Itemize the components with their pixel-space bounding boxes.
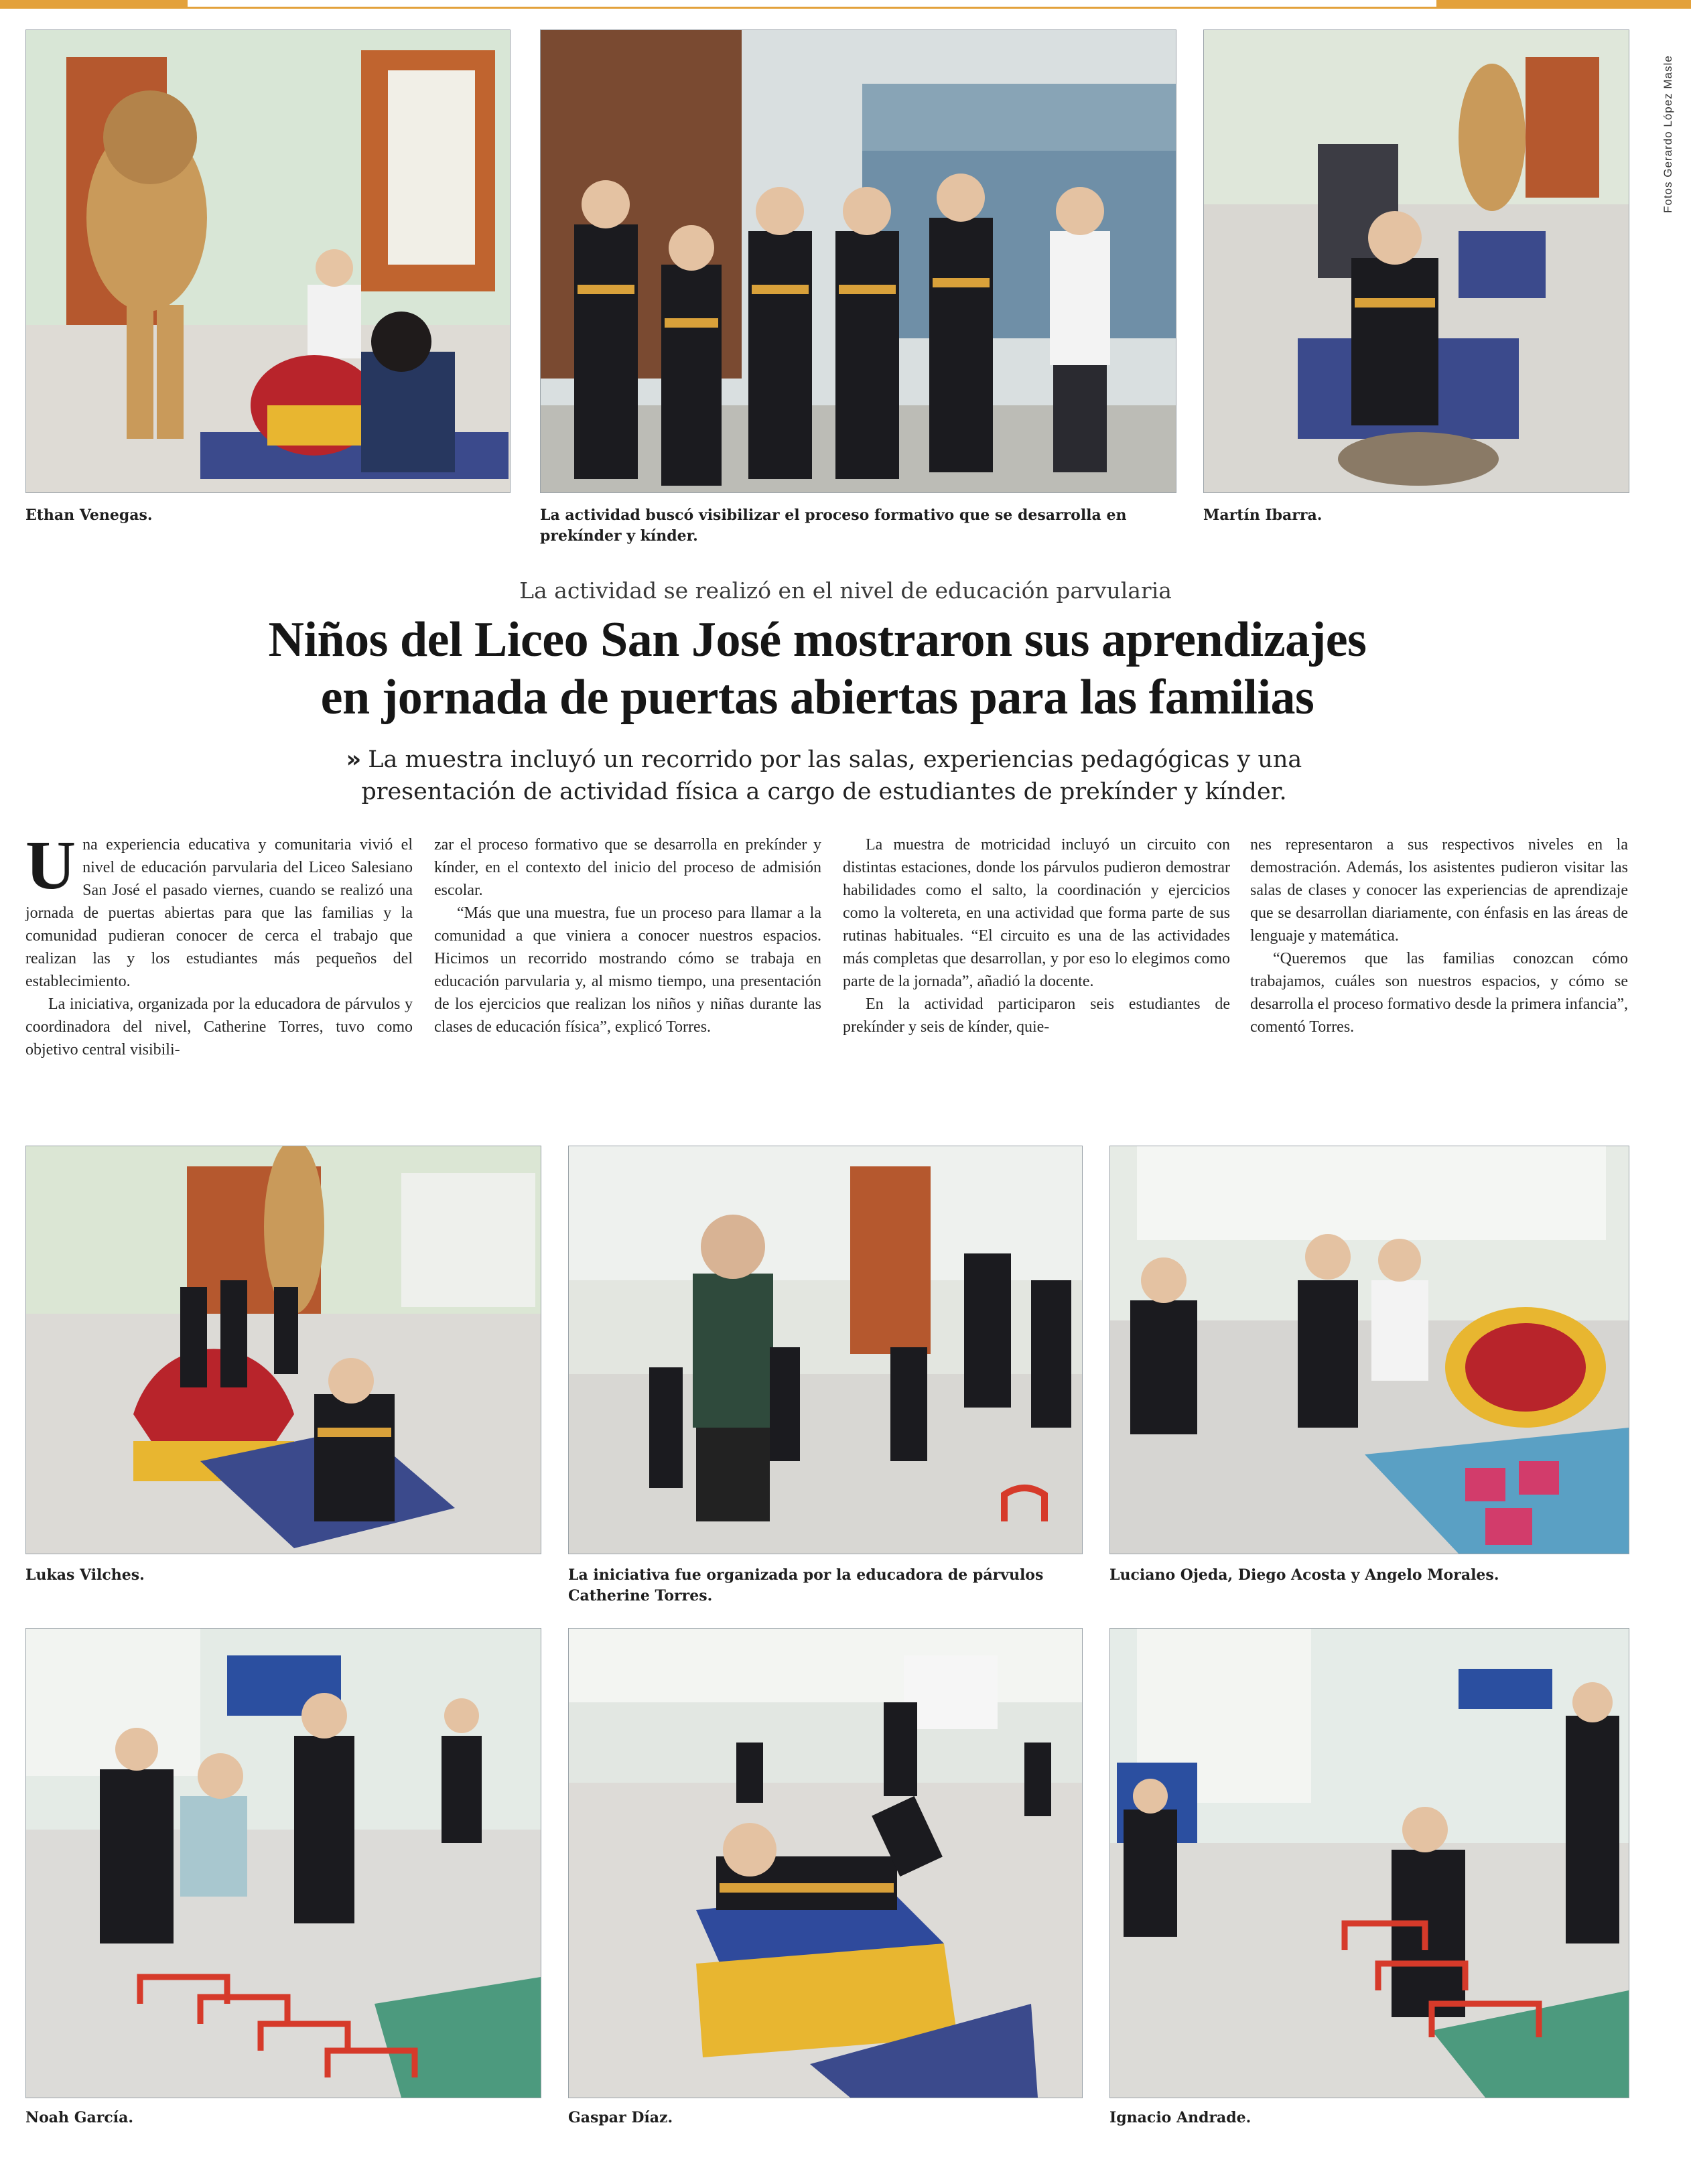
column-3-paragraph-1: La muestra de motricidad incluyó un circuito con distintas estaciones, donde los párvulos pudieron demostrar habilidades como el salto, la coordinación y ejercicios como la voltereta, en una actividad que forma parte de sus rutinas habituales. “El circuito es una de las actividades más completas que desarrollan, y por eso lo elegimos como parte de la jornada”, añadió la docente. xyxy=(843,836,1230,990)
masthead-bar xyxy=(0,0,1691,9)
photo-child-over-hurdles xyxy=(1109,1628,1629,2098)
lede-line-1 xyxy=(281,744,1367,776)
photo-child-on-mat xyxy=(1203,29,1629,493)
headline-line-2: en jornada de puertas abiertas para las familias xyxy=(320,670,1314,725)
photo-educator-with-kids xyxy=(568,1146,1083,1554)
column-1-paragraph-1-text: na experiencia educativa y comunitaria vivió el nivel de educación parvularia del Liceo Salesiano San José el pasado viernes, cuando se realizó una jornada de puertas abiertas para que las familias y la comunidad pudieran conocer de cerca el trabajo que realizan las y los estudiantes más pequeños del establecimiento. xyxy=(25,836,413,990)
masthead-right-tab xyxy=(1436,0,1691,8)
article-kicker: La actividad se realizó en el nivel de educación parvularia xyxy=(519,577,1172,604)
caption-photo1: Ethan Venegas. xyxy=(25,506,153,524)
column-1-paragraph-1 xyxy=(25,827,413,993)
caption-photo8: Gaspar Díaz. xyxy=(568,2109,673,2126)
drop-cap: U xyxy=(25,827,76,904)
photo-credit-text: Fotos Gerardo López Masle xyxy=(1662,55,1674,213)
column-2-paragraph-2: “Más que una muestra, fue un proceso para llamar a la comunidad a que viniera a conocer nuestros espacios. Hicimos un recorrido mostrando cómo se trabaja en educación parvularia y, al mismo tiempo, una presentación de los ejercicios que realizan los niños y niñas durante las clases de educación física”, explicó Torres. xyxy=(434,904,821,1036)
photo-kids-in-line xyxy=(540,29,1176,493)
photo-foam-roll-tunnel xyxy=(25,1146,541,1554)
photo-mascot-and-child xyxy=(25,29,511,493)
column-1-paragraph-2: La iniciativa, organizada por la educadora de párvulos y coordinadora del nivel, Catherine Torres, tuvo como objetivo central visibili- xyxy=(25,996,413,1059)
photo-kids-jumping-hurdles xyxy=(25,1628,541,2098)
article-column-4 xyxy=(1250,833,1628,1038)
caption-photo2: La actividad buscó visibilizar el proceso formativo que se desarrolla en prekínder y kínder. xyxy=(540,506,1127,545)
lede-line-2: presentación de actividad física a cargo de estudiantes de prekínder y kínder. xyxy=(361,778,1287,805)
caption-photo9: Ignacio Andrade. xyxy=(1109,2109,1252,2126)
column-4-paragraph-2: “Queremos que las familias conozcan cómo trabajamos, cuáles son nuestros espacios, y cómo se desarrolla el proceso formativo desde la primera infancia”, comentó Torres. xyxy=(1250,950,1628,1036)
headline-line-1: Niños del Liceo San José mostraron sus aprendizajes xyxy=(268,612,1367,667)
caption-photo7: Noah García. xyxy=(25,2109,133,2126)
column-4-paragraph-1: nes representaron a sus respectivos niveles en la demostración. Además, los asistentes pudieron visitar las salas de clases y conocer las experiencias de aprendizaje que se desarrollan diariamente, con énfasis en las áreas de lenguaje y matemática. xyxy=(1250,836,1628,945)
photo-child-on-foam-block xyxy=(568,1628,1083,2098)
article-column-1 xyxy=(25,827,413,1061)
lede-arrow-icon: » xyxy=(346,746,362,773)
article-column-3 xyxy=(843,833,1230,1038)
article-column-2 xyxy=(434,833,821,1038)
caption-photo5: La iniciativa fue organizada por la educadora de párvulos Catherine Torres. xyxy=(568,1566,1044,1605)
column-3-paragraph-2: En la actividad participaron seis estudiantes de prekínder y seis de kínder, quie- xyxy=(843,996,1230,1036)
photo-kids-and-fabric-tunnel xyxy=(1109,1146,1629,1554)
photo-credit xyxy=(1647,32,1674,213)
article-lede xyxy=(281,744,1367,808)
caption-photo6: Luciano Ojeda, Diego Acosta y Angelo Morales. xyxy=(1109,1566,1499,1584)
article-headline xyxy=(107,611,1528,726)
caption-photo4: Lukas Vilches. xyxy=(25,1566,145,1584)
column-2-paragraph-1: zar el proceso formativo que se desarrolla en prekínder y kínder, en el contexto del inicio del proceso de admisión escolar. xyxy=(434,836,821,899)
caption-photo3: Martín Ibarra. xyxy=(1203,506,1323,524)
masthead-left-tab xyxy=(0,0,188,8)
lede-line-1-text: La muestra incluyó un recorrido por las salas, experiencias pedagógicas y una xyxy=(368,746,1302,773)
